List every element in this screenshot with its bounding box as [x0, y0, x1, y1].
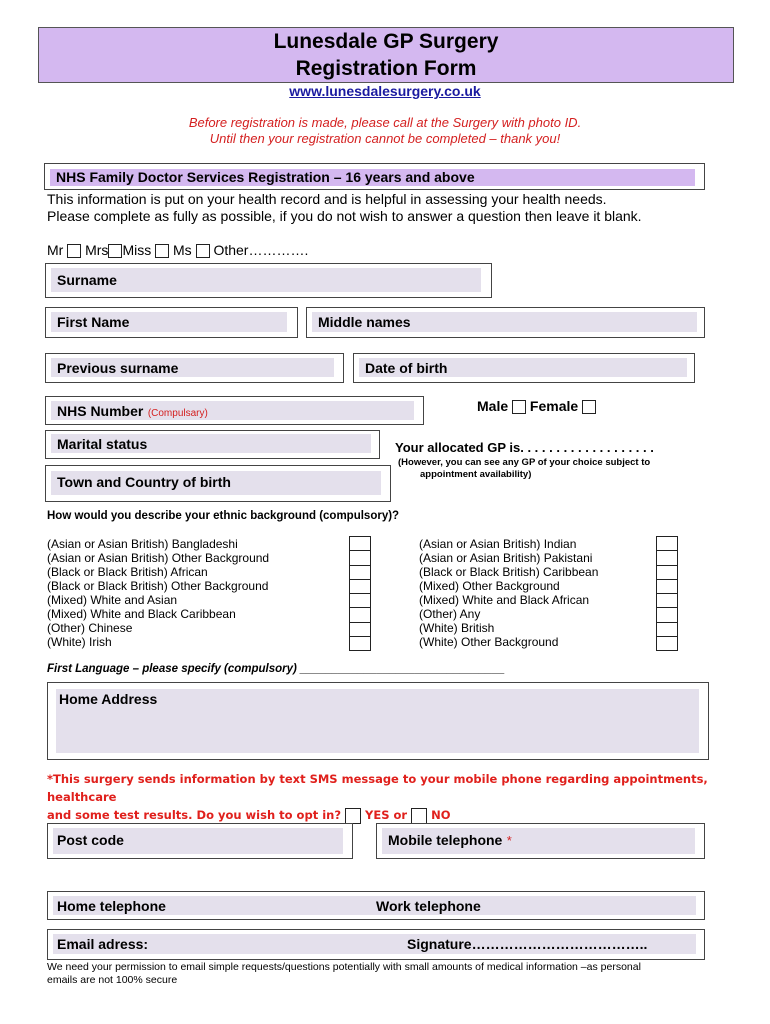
work-telephone-label[interactable]: Work telephone [376, 898, 481, 914]
ethnic-option: (Asian or Asian British) Pakistani [419, 551, 593, 565]
sms-yes-checkbox[interactable] [345, 808, 361, 824]
title-ms-label: Ms [173, 242, 192, 258]
date-of-birth-field[interactable] [353, 353, 695, 383]
title-mr-checkbox[interactable] [67, 244, 81, 258]
ethnic-checkbox[interactable] [657, 537, 677, 551]
email-signature-row [47, 929, 705, 960]
header-title-line2: Registration Form [295, 57, 477, 80]
title-mr-label: Mr [47, 242, 64, 258]
ethnic-option: (Other) Any [419, 607, 481, 621]
female-checkbox[interactable] [582, 400, 596, 414]
allocated-gp: Your allocated GP is. . . . . . . . . . . . . . . . . . . [395, 440, 654, 455]
mobile-telephone-field[interactable] [376, 823, 705, 859]
female-label: Female [529, 398, 579, 414]
sms-no-checkbox[interactable] [411, 808, 427, 824]
email-permission-note [47, 961, 727, 987]
surname-label: Surname [57, 272, 117, 288]
ethnic-option: (White) Other Background [419, 635, 559, 649]
title-mrs-checkbox[interactable] [108, 244, 122, 258]
male-checkbox[interactable] [512, 400, 526, 414]
ethnic-checkbox[interactable] [657, 594, 677, 608]
sms-opt-in [47, 770, 770, 824]
notice-line1: Before registration is made, please call at the Surgery with photo ID. [188, 115, 582, 130]
ethnic-checkbox[interactable] [657, 580, 677, 594]
nhs-number-field[interactable] [45, 396, 424, 425]
sms-yes-label: YES or [365, 808, 408, 822]
ethnic-checkbox[interactable] [350, 566, 370, 580]
date-of-birth-label: Date of birth [365, 360, 448, 376]
middle-names-label: Middle names [318, 314, 411, 330]
marital-status-field[interactable] [45, 430, 380, 459]
sms-line1: *This surgery sends information by text SMS message to your mobile phone regarding appointments, healthcare [47, 772, 708, 804]
email-address-label[interactable]: Email adress: [57, 936, 149, 952]
ethnic-option: (Asian or Asian British) Other Background [47, 551, 270, 565]
first-name-field[interactable] [45, 307, 298, 338]
home-telephone-label[interactable]: Home telephone [57, 898, 166, 914]
nhs-number-label: NHS Number [57, 403, 144, 419]
header-title-line1: Lunesdale GP Surgery [273, 30, 499, 53]
ethnic-option: (Asian or Asian British) Indian [419, 537, 577, 551]
ethnic-checkbox[interactable] [350, 623, 370, 637]
nhs-number-label-wrap [57, 403, 208, 421]
mobile-required-star: * [506, 833, 512, 848]
post-code-label: Post code [57, 832, 124, 848]
previous-surname-label: Previous surname [57, 360, 179, 376]
ethnic-checkbox[interactable] [657, 623, 677, 637]
ethnic-option: (White) British [419, 621, 495, 635]
town-country-birth-label: Town and Country of birth [57, 474, 231, 490]
signature-label[interactable]: Signature……………………………….. [407, 936, 648, 952]
title-options [47, 242, 308, 258]
post-code-field[interactable] [47, 823, 353, 859]
ethnic-checkbox[interactable] [350, 608, 370, 622]
ethnic-checkbox[interactable] [657, 566, 677, 580]
title-miss-checkbox[interactable] [155, 244, 169, 258]
title-other-label: Other…………. [213, 242, 309, 258]
ethnic-checkbox[interactable] [350, 580, 370, 594]
ethnic-option: (White) Irish [47, 635, 112, 649]
gp-note [398, 457, 650, 481]
ethnic-right-checkboxes [656, 536, 678, 651]
gp-note-line2: appointment availability) [420, 469, 532, 480]
ethnic-right-list [419, 537, 598, 649]
ethnic-checkbox[interactable] [350, 551, 370, 565]
website-link[interactable]: www.lunesdalesurgery.co.uk [289, 83, 481, 99]
ethnic-checkbox[interactable] [350, 594, 370, 608]
male-label: Male [477, 398, 509, 414]
mobile-telephone-label: Mobile telephone [388, 832, 503, 848]
ethnic-left-list [47, 537, 269, 649]
ethnic-option: (Mixed) White and Black African [419, 593, 590, 607]
gp-note-line1: (However, you can see any GP of your choice subject to [398, 457, 651, 468]
title-ms-checkbox[interactable] [196, 244, 210, 258]
ethnic-checkbox[interactable] [657, 608, 677, 622]
surname-field[interactable] [45, 263, 492, 298]
intro-text [47, 191, 642, 225]
ethnic-checkbox[interactable] [657, 637, 677, 650]
ethnic-option: (Other) Chinese [47, 621, 133, 635]
town-country-birth-field[interactable] [45, 465, 391, 502]
first-name-label: First Name [57, 314, 130, 330]
footer-line1: We need your permission to email simple requests/questions potentially with small amounts of medical information –as personal [47, 961, 641, 973]
section-title: NHS Family Doctor Services Registration – 16 years and above [56, 169, 475, 185]
ethnic-checkbox[interactable] [350, 537, 370, 551]
previous-surname-field[interactable] [45, 353, 344, 383]
ethnic-checkbox[interactable] [657, 551, 677, 565]
ethnic-option: (Asian or Asian British) Bangladeshi [47, 537, 238, 551]
notice-line2: Until then your registration cannot be completed – thank you! [209, 131, 561, 146]
sms-no-label: NO [431, 808, 451, 822]
home-address-field[interactable] [47, 682, 709, 760]
ethnic-checkbox[interactable] [350, 637, 370, 650]
ethnic-option: (Mixed) Other Background [419, 579, 560, 593]
section-title-bar [50, 169, 695, 186]
title-miss-label: Miss [122, 242, 152, 258]
middle-names-field[interactable] [306, 307, 705, 338]
mobile-label-wrap [388, 832, 512, 850]
ethnic-option: (Black or Black British) Other Background [47, 579, 269, 593]
gender-options [477, 398, 596, 414]
first-language-field[interactable]: First Language – please specify (compulsory) ________________________________ [47, 663, 505, 675]
footer-line2: emails are not 100% secure [47, 974, 178, 986]
intro-line2: Please complete as fully as possible, if you do not wish to answer a question then leave it blank. [47, 208, 642, 224]
ethnic-left-checkboxes [349, 536, 371, 651]
sms-line2-wrap [47, 806, 770, 824]
ethnic-question: How would you describe your ethnic background (compulsory)? [47, 510, 400, 522]
ethnic-option: (Mixed) White and Black Caribbean [47, 607, 236, 621]
home-address-label: Home Address [59, 691, 158, 707]
section-title-box [44, 163, 705, 190]
sms-line2: and some test results. Do you wish to opt in? [47, 808, 341, 822]
intro-line1: This information is put on your health record and is helpful in assessing your health needs. [47, 191, 607, 207]
telephone-row [47, 891, 705, 920]
ethnic-option: (Mixed) White and Asian [47, 593, 178, 607]
title-mrs-label: Mrs [85, 242, 109, 258]
ethnic-option: (Black or Black British) Caribbean [419, 565, 599, 579]
form-header [38, 27, 734, 83]
marital-status-label: Marital status [57, 436, 148, 452]
ethnic-option: (Black or Black British) African [47, 565, 208, 579]
nhs-compulsory-note: (Compulsary) [147, 408, 208, 419]
